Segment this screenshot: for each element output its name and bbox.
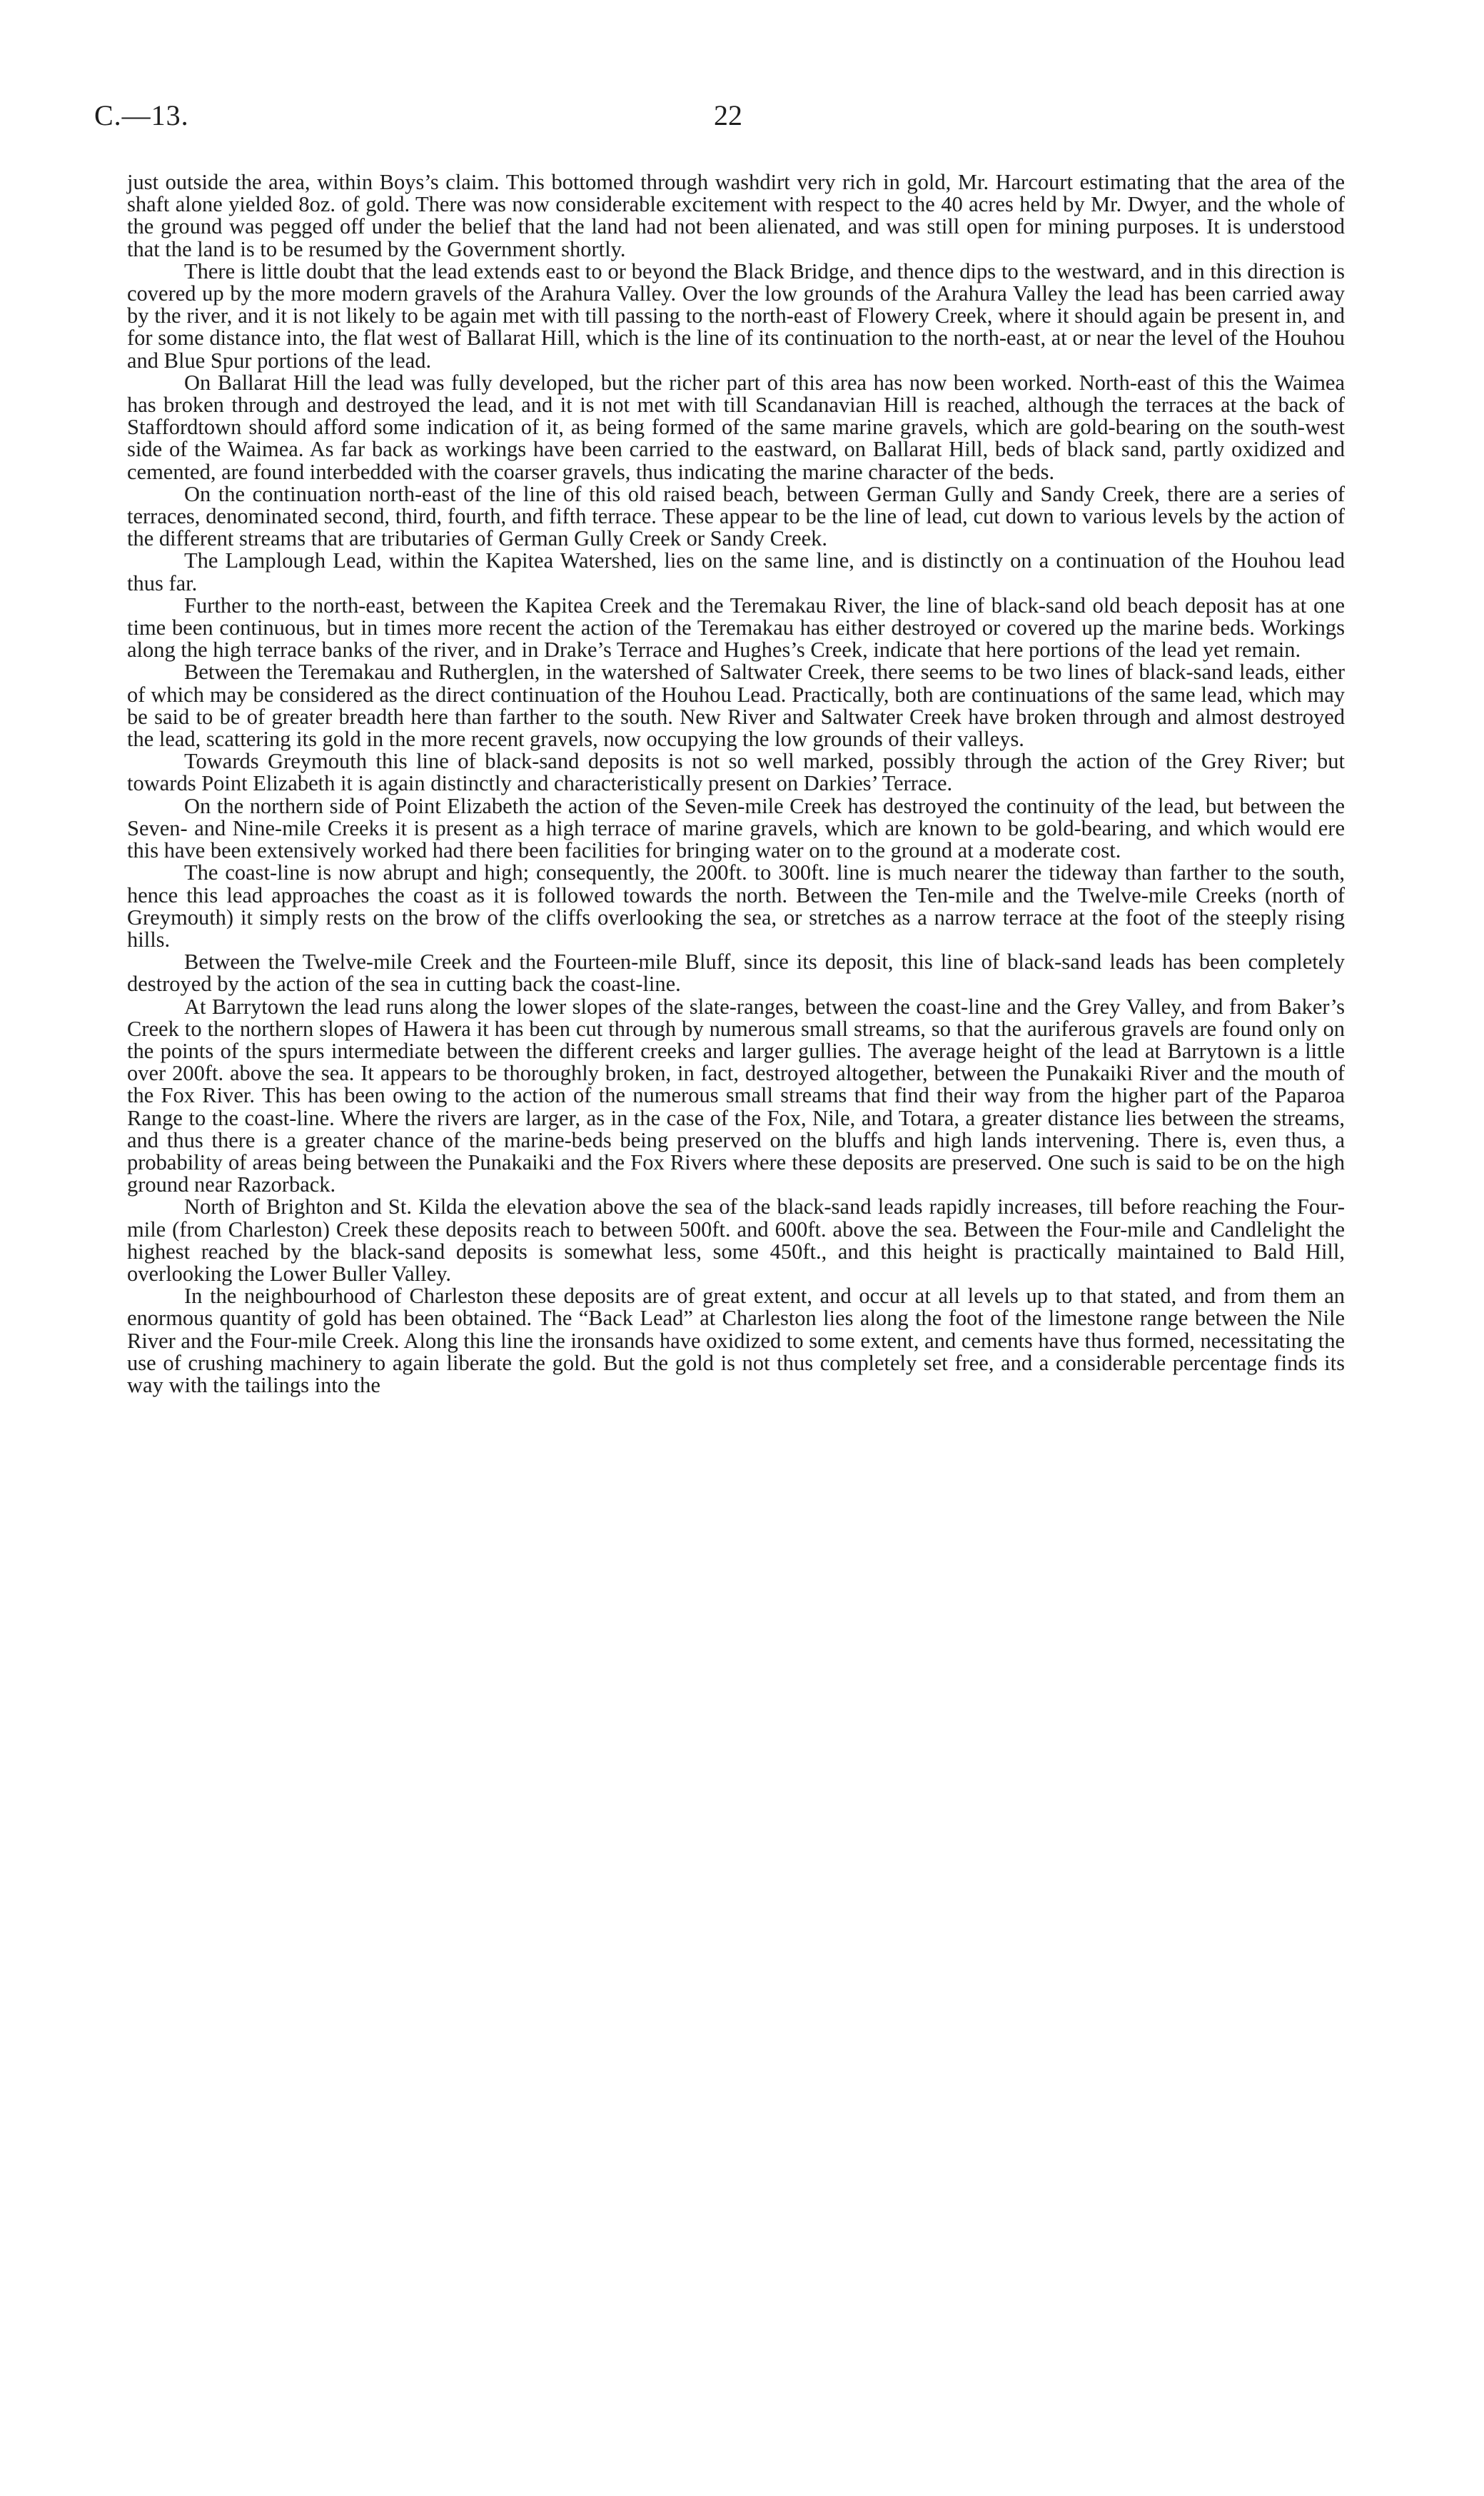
body-text	[127, 171, 1345, 1397]
paragraph: The coast-line is now abrupt and high; consequently, the 200ft. to 300ft. line is much nearer the tideway than farther to the south, hence this lead approaches the coast as it is followed towards the north. Between the Ten-mile and the Twelve-mile Creeks (north of Greymouth) it simply rests on the brow of the cliffs overlooking the sea, or stretches as a narrow terrace at the foot of the steeply rising hills.	[127, 860, 1345, 952]
page-number: 22	[714, 99, 742, 131]
paragraph: On the northern side of Point Elizabeth the action of the Seven-mile Creek has destroyed the continuity of the lead, but between the Seven- and Nine-mile Creeks it is present as a high terrace of marine gravels, which are known to be gold-bearing, and which would ere this have been extensively worked had there been facilities for bringing water on to the ground at a moderate cost.	[127, 793, 1345, 863]
paragraph: Between the Teremakau and Rutherglen, in the watershed of Saltwater Creek, there seems to be two lines of black-sand leads, either of which may be considered as the direct continuation of the Houhou Lead. Practically, both are continuations of the same lead, which may be said to be of greater breadth here than farther to the south. New River and Saltwater Creek have broken through and almost destroyed the lead, scattering its gold in the more recent gravels, now occupying the low grounds of their valleys.	[127, 660, 1345, 752]
paragraph: On Ballarat Hill the lead was fully developed, but the richer part of this area has now been worked. North-east of this the Waimea has broken through and destroyed the lead, and it is not met with till Scandanavian Hill is reached, although the terraces at the back of Staffordtown should afford some indication of it, as being formed of the same marine gravels, which are gold-bearing on the south-west side of the Waimea. As far back as workings have been carried to the eastward, on Ballarat Hill, beds of black sand, partly oxidized and cemented, are found interbedded with the coarser gravels, thus indicating the marine character of the beds.	[127, 370, 1345, 484]
paragraph: Towards Greymouth this line of black-sand deposits is not so well marked, possibly through the action of the Grey River; but towards Point Elizabeth it is again distinctly and characteristically present on Darkies’ Terrace.	[127, 749, 1345, 796]
paragraph: Between the Twelve-mile Creek and the Fourteen-mile Bluff, since its deposit, this line of black-sand leads has been completely destroyed by the action of the sea in cutting back the coast-line.	[127, 950, 1345, 997]
paragraph: In the neighbourhood of Charleston these deposits are of great extent, and occur at all levels up to that stated, and from them an enormous quantity of gold has been obtained. The “Back Lead” at Charleston lies along the foot of the limestone range between the Nile River and the Four-mile Creek. Along this line the ironsands have oxidized to some extent, and cements have thus formed, necessitating the use of crushing machinery to again liberate the gold. But the gold is not thus completely set free, and a considerable percentage finds its way with the tailings into the	[127, 1284, 1345, 1397]
paragraph: On the continuation north-east of the line of this old raised beach, between German Gully and Sandy Creek, there are a series of terraces, denominated second, third, fourth, and fifth terrace. These appear to be the line of lead, cut down to various levels by the action of the different streams that are tributaries of German Gully Creek or Sandy Creek.	[127, 481, 1345, 551]
document-reference: C.—13.	[94, 99, 189, 131]
paragraph: North of Brighton and St. Kilda the elevation above the sea of the black-sand leads rapidly increases, till before reaching the Four-mile (from Charleston) Creek these deposits reach to between 500ft. and 600ft. above the sea. Between the Four-mile and Candlelight the highest reached by the black-sand deposits is somewhat less, some 450ft., and this height is practically maintained to Bald Hill, overlooking the Lower Buller Valley.	[127, 1194, 1345, 1286]
paragraph: just outside the area, within Boys’s claim. This bottomed through washdirt very rich in gold, Mr. Harcourt estimating that the area of the shaft alone yielded 8oz. of gold. There was now considerable excitement with respect to the 40 acres held by Mr. Dwyer, and the whole of the ground was pegged off under the belief that the land had not been alienated, and was still open for mining purposes. It is understood that the land is to be resumed by the Government shortly.	[127, 170, 1345, 261]
paragraph: There is little doubt that the lead extends east to or beyond the Black Bridge, and thence dips to the westward, and in this direction is covered up by the more modern gravels of the Arahura Valley. Over the low grounds of the Arahura Valley the lead has been carried away by the river, and it is not likely to be again met with till passing to the north-east of Flowery Creek, where it should again be present in, and for some distance into, the flat west of Ballarat Hill, which is the line of its continuation to the north-east, at or near the level of the Houhou and Blue Spur portions of the lead.	[127, 258, 1345, 373]
paragraph: The Lamplough Lead, within the Kapitea Watershed, lies on the same line, and is distinctly on a continuation of the Houhou lead thus far.	[127, 548, 1345, 595]
page-header	[94, 99, 1351, 141]
paragraph: Further to the north-east, between the Kapitea Creek and the Teremakau River, the line of black-sand old beach deposit has at one time been continuous, but in times more recent the action of the Teremakau has either destroyed or covered up the marine beds. Workings along the high terrace banks of the river, and in Drake’s Terrace and Hughes’s Creek, indicate that here portions of the lead yet remain.	[127, 593, 1345, 663]
paragraph: At Barrytown the lead runs along the lower slopes of the slate-ranges, between the coast-line and the Grey Valley, and from Baker’s Creek to the northern slopes of Hawera it has been cut through by numerous small streams, so that the auriferous gravels are found only on the points of the spurs intermediate between the different creeks and larger gullies. The average height of the lead at Barrytown is a little over 200ft. above the sea. It appears to be thoroughly broken, in fact, destroyed altogether, between the Punakaiki River and the mouth of the Fox River. This has been owing to the action of the numerous small streams that find their way from the higher part of the Paparoa Range to the coast-line. Where the rivers are larger, as in the case of the Fox, Nile, and Totara, a greater distance lies between the streams, and thus there is a greater chance of the marine-beds being preserved on the bluffs and high lands intervening. There is, even thus, a probability of areas being between the Punakaiki and the Fox Rivers where these deposits are preserved. One such is said to be on the high ground near Razorback.	[127, 994, 1345, 1197]
